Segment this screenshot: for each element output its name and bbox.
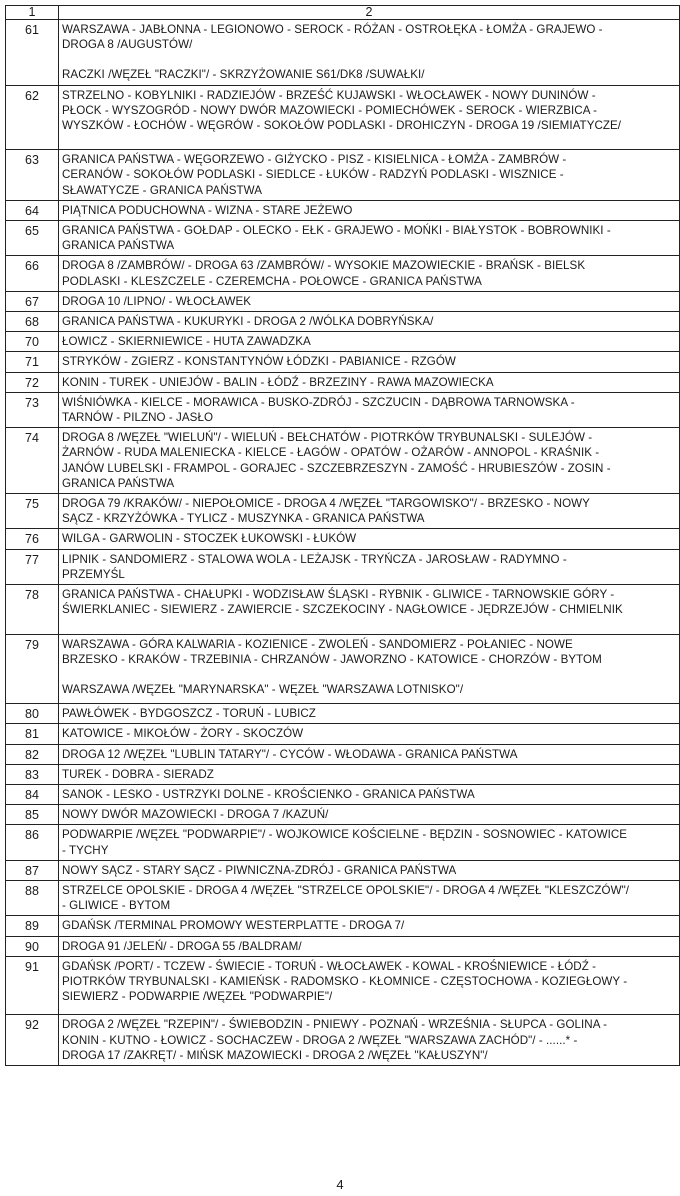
route-line: GRANICA PAŃSTWA - KUKURYKI - DROGA 2 /WÓLKA DOBRYŃSKA/ bbox=[62, 315, 434, 329]
road-number: 92 bbox=[6, 1015, 59, 1066]
route-line: ŁOWICZ - SKIERNIEWICE - HUTA ZAWADZKA bbox=[62, 335, 311, 349]
road-number: 66 bbox=[6, 256, 59, 291]
road-route bbox=[59, 936, 680, 956]
roads-table bbox=[5, 5, 680, 1066]
route-line: GDAŃSK /PORT/ - TCZEW - ŚWIECIE - TORUŃ - WŁOCŁAWEK - KOWAL - KROŚNIEWICE - ŁÓDŹ - bbox=[62, 959, 597, 973]
road-route bbox=[59, 1015, 680, 1066]
route-line: RACZKI /WĘZEŁ "RACZKI"/ - SKRZYŻOWANIE S61/DK8 /SUWAŁKI/ bbox=[62, 68, 425, 82]
road-number: 85 bbox=[6, 805, 59, 825]
road-route bbox=[59, 20, 680, 86]
route-line: DROGA 10 /LIPNO/ - WŁOCŁAWEK bbox=[62, 294, 252, 308]
table-row bbox=[6, 291, 680, 311]
route-line: GRANICA PAŃSTWA - WĘGORZEWO - GIŻYCKO - PISZ - KISIELNICA - ŁOMŻA - ZAMBRÓW - bbox=[62, 153, 567, 167]
header-row bbox=[6, 6, 680, 20]
table-row bbox=[6, 256, 680, 291]
route-line: NOWY SĄCZ - STARY SĄCZ - PIWNICZNA-ZDRÓJ - GRANICA PAŃSTWA bbox=[62, 863, 457, 877]
route-line: KONIN - KUTNO - ŁOWICZ - SOCHACZEW - DROGA 2 /WĘZEŁ "WARSZAWA ZACHÓD"/ - ......* - bbox=[62, 1033, 578, 1047]
route-line: SIEWIERZ - PODWARPIE /WĘZEŁ "PODWARPIE"/ bbox=[62, 990, 333, 1004]
road-number: 63 bbox=[6, 150, 59, 201]
road-number: 61 bbox=[6, 20, 59, 86]
header-col-number: 1 bbox=[6, 6, 59, 20]
route-line: NOWY DWÓR MAZOWIECKI - DROGA 7 /KAZUŃ/ bbox=[62, 808, 329, 822]
road-number: 77 bbox=[6, 549, 59, 584]
route-line: GDAŃSK /TERMINAL PROMOWY WESTERPLATTE - DROGA 7/ bbox=[62, 919, 405, 933]
table-row bbox=[6, 724, 680, 744]
road-route bbox=[59, 494, 680, 529]
route-line: JANÓW LUBELSKI - FRAMPOL - GORAJEC - SZCZEBRZESZYN - ZAMOŚĆ - HRUBIESZÓW - ZOSIN - bbox=[62, 461, 611, 475]
road-number: 80 bbox=[6, 704, 59, 724]
route-line: GRANICA PAŃSTWA bbox=[62, 239, 175, 253]
route-line: SANOK - LESKO - USTRZYKI DOLNE - KROŚCIENKO - GRANICA PAŃSTWA bbox=[62, 787, 475, 801]
table-row bbox=[6, 352, 680, 372]
route-line: ŻARNÓW - RUDA MALENIECKA - KIELCE - ŁAGÓW - OPATÓW - OŻARÓW - ANNOPOL - KRAŚNIK - bbox=[62, 446, 600, 460]
route-line: - TYCHY bbox=[62, 843, 109, 857]
route-line: KONIN - TUREK - UNIEJÓW - BALIN - ŁÓDŹ - BRZEZINY - RAWA MAZOWIECKA bbox=[62, 375, 494, 389]
table-row bbox=[6, 916, 680, 936]
route-line: TUREK - DOBRA - SIERADZ bbox=[62, 767, 214, 781]
route-line: KATOWICE - MIKOŁÓW - ŻORY - SKOCZÓW bbox=[62, 727, 304, 741]
road-number: 75 bbox=[6, 494, 59, 529]
road-number: 83 bbox=[6, 764, 59, 784]
route-line: PIOTRKÓW TRYBUNALSKI - KAMIEŃSK - RADOMSKO - KŁOMNICE - CZĘSTOCHOWA - KOZIEGŁOWY - bbox=[62, 974, 628, 988]
road-number: 76 bbox=[6, 529, 59, 549]
table-row bbox=[6, 529, 680, 549]
road-number: 73 bbox=[6, 392, 59, 427]
road-route bbox=[59, 150, 680, 201]
table-row bbox=[6, 200, 680, 220]
document-page bbox=[5, 5, 679, 1066]
route-line: TARNÓW - PILZNO - JASŁO bbox=[62, 411, 214, 425]
road-route bbox=[59, 784, 680, 804]
table-row bbox=[6, 784, 680, 804]
road-route bbox=[59, 634, 680, 704]
table-row bbox=[6, 494, 680, 529]
road-number: 67 bbox=[6, 291, 59, 311]
road-number: 78 bbox=[6, 585, 59, 634]
table-row bbox=[6, 1015, 680, 1066]
table-row bbox=[6, 312, 680, 332]
road-number: 71 bbox=[6, 352, 59, 372]
route-line: CERANÓW - SOKOŁÓW PODLASKI - SIEDLCE - ŁUKÓW - RADZYŃ PODLASKI - WISZNICE - bbox=[62, 168, 564, 182]
road-route bbox=[59, 372, 680, 392]
road-route bbox=[59, 805, 680, 825]
route-line: DROGA 2 /WĘZEŁ "RZEPIN"/ - ŚWIEBODZIN - PNIEWY - POZNAŃ - WRZEŚNIA - SŁUPCA - GOLINA - bbox=[62, 1018, 608, 1032]
route-line: DROGA 8 /WĘZEŁ "WIELUŃ"/ - WIELUŃ - BEŁCHATÓW - PIOTRKÓW TRYBUNALSKI - SULEJÓW - bbox=[62, 431, 593, 445]
route-line: DROGA 17 /ZAKRĘT/ - MIŃSK MAZOWIECKI - DROGA 2 /WĘZEŁ "KAŁUSZYN"/ bbox=[62, 1048, 488, 1062]
road-route bbox=[59, 764, 680, 784]
table-row bbox=[6, 764, 680, 784]
route-line: DROGA 8 /ZAMBRÓW/ - DROGA 63 /ZAMBRÓW/ - WYSOKIE MAZOWIECKIE - BRAŃSK - BIELSK bbox=[62, 259, 586, 273]
road-number: 87 bbox=[6, 860, 59, 880]
road-number: 81 bbox=[6, 724, 59, 744]
road-number: 79 bbox=[6, 634, 59, 704]
road-route bbox=[59, 825, 680, 860]
road-number: 64 bbox=[6, 200, 59, 220]
route-line: DROGA 79 /KRAKÓW/ - NIEPOŁOMICE - DROGA 4 /WĘZEŁ "TARGOWISKO"/ - BRZESKO - NOWY bbox=[62, 497, 590, 511]
route-line: BRZESKO - KRAKÓW - TRZEBINIA - CHRZANÓW - JAWORZNO - KATOWICE - CHORZÓW - BYTOM bbox=[62, 652, 602, 666]
route-line: WYSZKÓW - ŁOCHÓW - WĘGRÓW - SOKOŁÓW PODLASKI - DROHICZYN - DROGA 19 /SIEMIATYCZE/ bbox=[62, 119, 622, 133]
route-line: STRZELCE OPOLSKIE - DROGA 4 /WĘZEŁ "STRZELCE OPOLSKIE"/ - DROGA 4 /WĘZEŁ "KLESZCZÓW"/ bbox=[62, 883, 630, 897]
road-route bbox=[59, 352, 680, 372]
route-line: DROGA 12 /WĘZEŁ "LUBLIN TATARY"/ - CYCÓW - WŁODAWA - GRANICA PAŃSTWA bbox=[62, 747, 518, 761]
table-row bbox=[6, 860, 680, 880]
route-line: STRZELNO - KOBYLNIKI - RADZIEJÓW - BRZEŚĆ KUJAWSKI - WŁOCŁAWEK - NOWY DUNINÓW - bbox=[62, 88, 596, 102]
road-route bbox=[59, 291, 680, 311]
road-route bbox=[59, 916, 680, 936]
road-number: 70 bbox=[6, 332, 59, 352]
table-row bbox=[6, 549, 680, 584]
road-route bbox=[59, 704, 680, 724]
route-line: SĄCZ - KRZYŻÓWKA - TYLICZ - MUSZYNKA - GRANICA PAŃSTWA bbox=[62, 512, 425, 526]
road-number: 74 bbox=[6, 428, 59, 494]
route-line: GRANICA PAŃSTWA bbox=[62, 476, 175, 490]
table-row bbox=[6, 372, 680, 392]
road-number: 89 bbox=[6, 916, 59, 936]
table-row bbox=[6, 936, 680, 956]
road-route bbox=[59, 956, 680, 1015]
road-number: 88 bbox=[6, 880, 59, 915]
route-line: LIPNIK - SANDOMIERZ - STALOWA WOLA - LEŻAJSK - TRYŃCZA - JAROSŁAW - RADYMNO - bbox=[62, 552, 567, 566]
page-number: 4 bbox=[336, 1177, 344, 1192]
route-line: PODLASKI - KLESZCZELE - CZEREMCHA - POŁOWCE - GRANICA PAŃSTWA bbox=[62, 274, 482, 288]
road-number: 91 bbox=[6, 956, 59, 1015]
header-col-route: 2 bbox=[59, 6, 680, 20]
table-row bbox=[6, 805, 680, 825]
table-row bbox=[6, 825, 680, 860]
road-route bbox=[59, 200, 680, 220]
table-row bbox=[6, 221, 680, 256]
route-line: PŁOCK - WYSZOGRÓD - NOWY DWÓR MAZOWIECKI - POMIECHÓWEK - SEROCK - WIERZBICA - bbox=[62, 103, 598, 117]
route-line: GRANICA PAŃSTWA - GOŁDAP - OLECKO - EŁK - GRAJEWO - MOŃKI - BIAŁYSTOK - BOBROWNIKI - bbox=[62, 224, 611, 238]
route-line: WARSZAWA - GÓRA KALWARIA - KOZIENICE - ZWOLEŃ - SANDOMIERZ - POŁANIEC - NOWE bbox=[62, 637, 573, 651]
table-row bbox=[6, 744, 680, 764]
route-line: DROGA 8 /AUGUSTÓW/ bbox=[62, 38, 193, 52]
route-line: GRANICA PAŃSTWA - CHAŁUPKI - WODZISŁAW ŚLĄSKI - RYBNIK - GLIWICE - TARNOWSKIE GÓRY - bbox=[62, 588, 615, 602]
table-row bbox=[6, 634, 680, 704]
table-row bbox=[6, 704, 680, 724]
road-number: 82 bbox=[6, 744, 59, 764]
route-line: STRYKÓW - ZGIERZ - KONSTANTYNÓW ŁÓDZKI - PABIANICE - RZGÓW bbox=[62, 355, 456, 369]
route-line: DROGA 91 /JELEŃ/ - DROGA 55 /BALDRAM/ bbox=[62, 939, 302, 953]
table-row bbox=[6, 428, 680, 494]
route-line: PAWŁÓWEK - BYDGOSZCZ - TORUŃ - LUBICZ bbox=[62, 707, 316, 721]
table-row bbox=[6, 585, 680, 634]
road-number: 90 bbox=[6, 936, 59, 956]
table-row bbox=[6, 20, 680, 86]
road-route bbox=[59, 724, 680, 744]
road-route bbox=[59, 332, 680, 352]
table-row bbox=[6, 332, 680, 352]
route-line: SŁAWATYCZE - GRANICA PAŃSTWA bbox=[62, 183, 263, 197]
table-row bbox=[6, 880, 680, 915]
road-route bbox=[59, 392, 680, 427]
road-number: 68 bbox=[6, 312, 59, 332]
route-line: - GLIWICE - BYTOM bbox=[62, 899, 171, 913]
road-number: 84 bbox=[6, 784, 59, 804]
route-line: WARSZAWA - JABŁONNA - LEGIONOWO - SEROCK - RÓŻAN - OSTROŁĘKA - ŁOMŻA - GRAJEWO - bbox=[62, 23, 603, 36]
road-route bbox=[59, 585, 680, 634]
route-line: ŚWIERKLANIEC - SIEWIERZ - ZAWIERCIE - SZCZEKOCINY - NAGŁOWICE - JĘDRZEJÓW - CHMIELNIK bbox=[62, 603, 623, 617]
road-number: 65 bbox=[6, 221, 59, 256]
table-row bbox=[6, 150, 680, 201]
road-route bbox=[59, 549, 680, 584]
road-route bbox=[59, 529, 680, 549]
route-line: WILGA - GARWOLIN - STOCZEK ŁUKOWSKI - ŁUKÓW bbox=[62, 532, 357, 546]
route-line: PIĄTNICA PODUCHOWNA - WIZNA - STARE JEŻEWO bbox=[62, 203, 353, 217]
road-number: 86 bbox=[6, 825, 59, 860]
table-row bbox=[6, 392, 680, 427]
route-line: WARSZAWA /WĘZEŁ "MARYNARSKA" - WĘZEŁ "WARSZAWA LOTNISKO"/ bbox=[62, 682, 464, 696]
route-line: WIŚNIÓWKA - KIELCE - MORAWICA - BUSKO-ZDRÓJ - SZCZUCIN - DĄBROWA TARNOWSKA - bbox=[62, 395, 575, 409]
road-route bbox=[59, 860, 680, 880]
road-route bbox=[59, 744, 680, 764]
road-route bbox=[59, 428, 680, 494]
road-route bbox=[59, 221, 680, 256]
road-number: 62 bbox=[6, 85, 59, 150]
road-route bbox=[59, 85, 680, 150]
road-route bbox=[59, 880, 680, 915]
road-route bbox=[59, 256, 680, 291]
road-number: 72 bbox=[6, 372, 59, 392]
table-row bbox=[6, 85, 680, 150]
table-row bbox=[6, 956, 680, 1015]
table-body bbox=[6, 20, 680, 1066]
route-line: PODWARPIE /WĘZEŁ "PODWARPIE"/ - WOJKOWICE KOŚCIELNE - BĘDZIN - SOSNOWIEC - KATOWICE bbox=[62, 828, 628, 842]
route-line: PRZEMYŚL bbox=[62, 567, 125, 581]
road-route bbox=[59, 312, 680, 332]
